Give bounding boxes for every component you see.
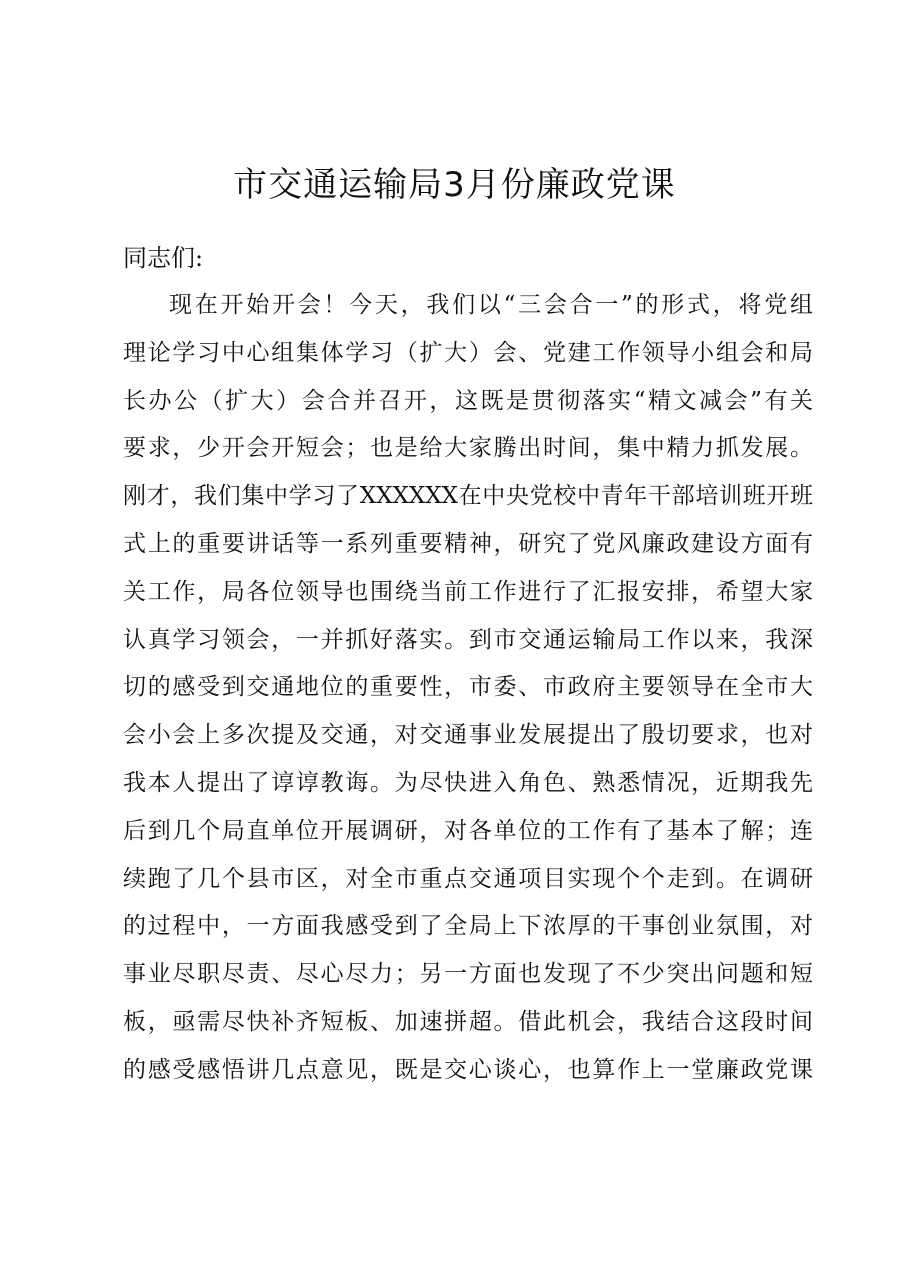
- text-line: 要求，少开会开短会；也是给大家腾出时间，集中精力抓发展。: [123, 435, 813, 462]
- text-line: 会小会上多次提及交通，对交通事业发展提出了殷切要求，也对: [123, 722, 813, 749]
- salutation: 同志们:: [123, 244, 204, 272]
- text-line: 关工作，局各位领导也围绕当前工作进行了汇报安排，希望大家: [123, 578, 813, 605]
- text-line: 事业尽职尽责、尽心尽力；另一方面也发现了不少突出问题和短: [123, 961, 813, 988]
- text-line: 长办公（扩大）会合并召开，这既是贯彻落实“精文减会”有关: [123, 387, 813, 414]
- text-line: 后到几个局直单位开展调研，对各单位的工作有了基本了解；连: [123, 817, 813, 844]
- text-line: 理论学习中心组集体学习（扩大）会、党建工作领导小组会和局: [123, 339, 813, 366]
- text-line: 认真学习领会，一并抓好落实。到市交通运输局工作以来，我深: [123, 626, 813, 653]
- text-line: 刚才，我们集中学习了XXXXXX在中央党校中青年干部培训班开班: [123, 483, 813, 510]
- text-line: 切的感受到交通地位的重要性，市委、市政府主要领导在全市大: [123, 674, 813, 701]
- text-line: 我本人提出了谆谆教诲。为尽快进入角色、熟悉情况，近期我先: [123, 769, 813, 796]
- document-title: 市交通运输局3月份廉政党课: [233, 165, 676, 205]
- text-line: 续跑了几个县市区，对全市重点交通项目实现个个走到。在调研: [123, 865, 813, 892]
- text-line: 现在开始开会！今天，我们以“三会合一”的形式，将党组: [169, 292, 813, 318]
- text-line: 板，亟需尽快补齐短板、加速拼超。借此机会，我结合这段时间: [123, 1008, 813, 1035]
- body-text: [123, 282, 813, 1095]
- text-line: 式上的重要讲话等一系列重要精神，研究了党风廉政建设方面有: [123, 530, 813, 557]
- text-line: 的感受感悟讲几点意见，既是交心谈心，也算作上一堂廉政党课: [123, 1056, 813, 1083]
- text-line: 的过程中，一方面我感受到了全局上下浓厚的干事创业氛围，对: [123, 913, 813, 940]
